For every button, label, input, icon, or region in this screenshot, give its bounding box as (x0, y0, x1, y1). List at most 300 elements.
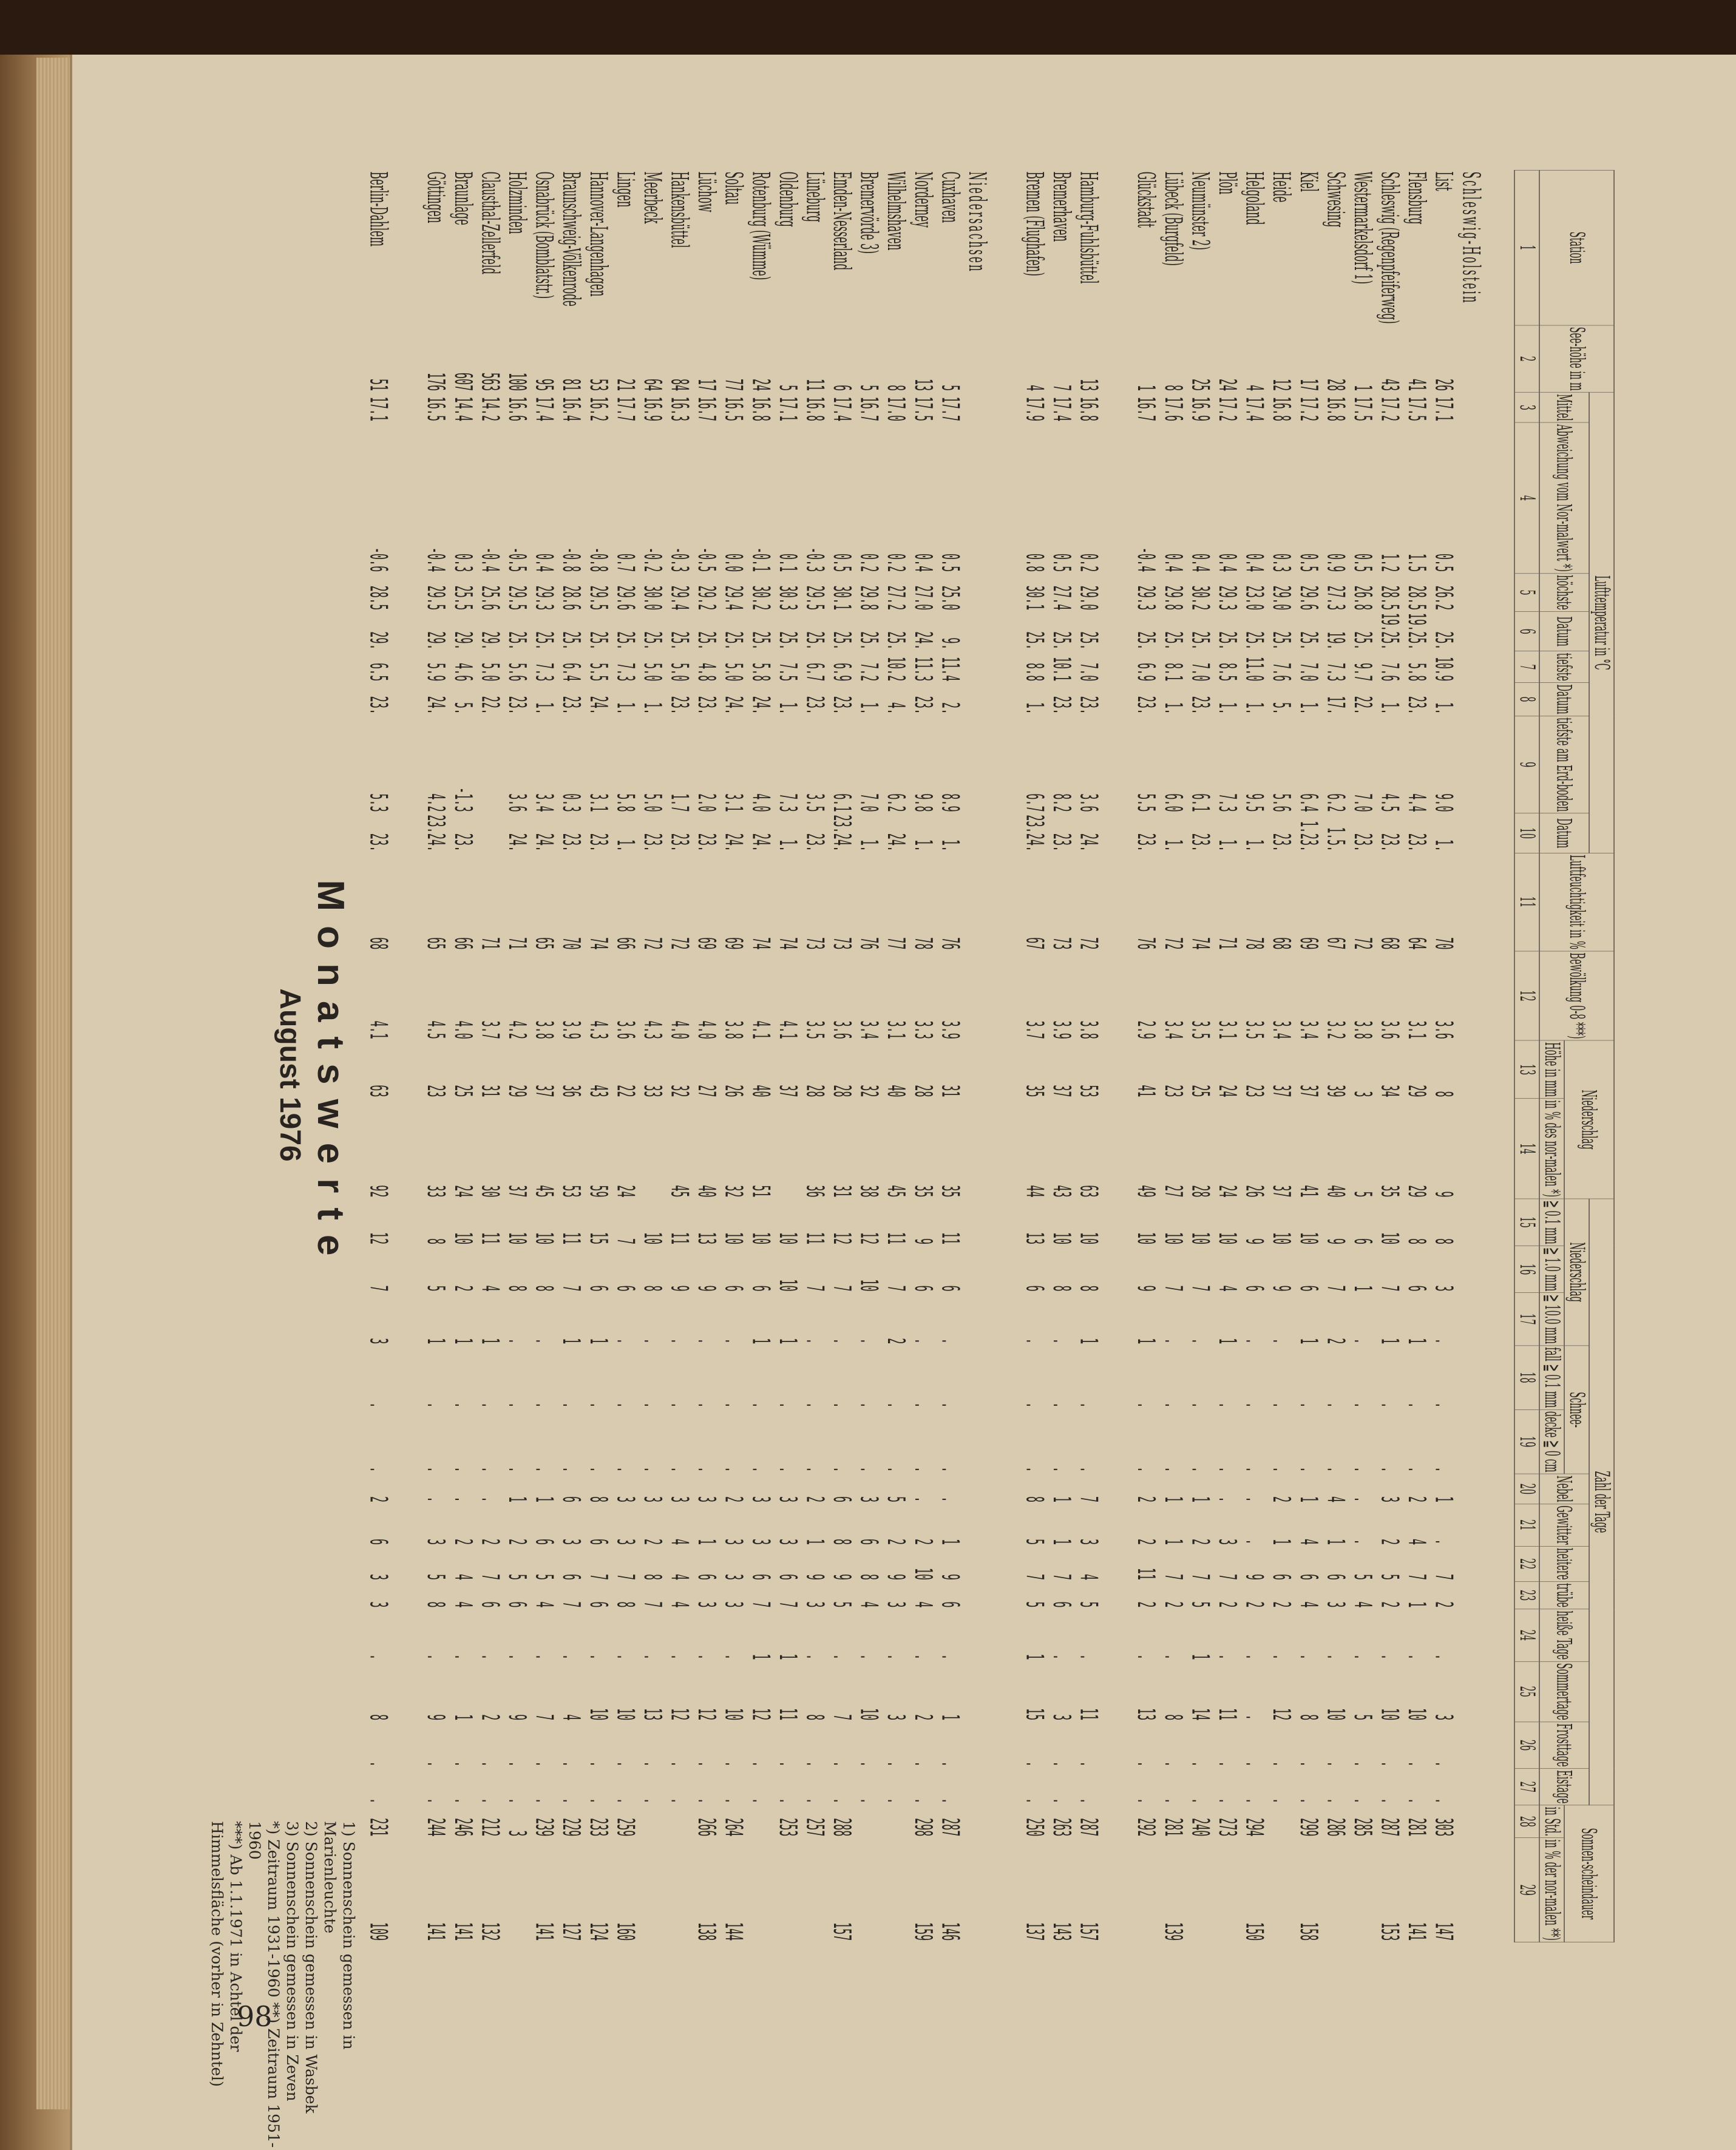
table-cell: 4.0 (692, 1020, 720, 1039)
table-cell: 3 (881, 1601, 909, 1608)
table-cell: 6 (584, 1601, 611, 1608)
table-cell: . (1267, 1402, 1295, 1408)
table-cell: -0.6 (364, 547, 392, 572)
table-cell: 5.0 (475, 662, 503, 682)
table-cell: 1.7 (665, 793, 693, 812)
table-cell: 5.8 (746, 662, 774, 682)
table-cell: 8 (1159, 385, 1186, 392)
table-cell: 292 (1131, 1818, 1159, 1837)
table-cell: 607 (449, 372, 476, 392)
table-cell: 8 (638, 1573, 665, 1581)
table-cell: 66 (449, 937, 476, 950)
table-cell: 9.8 (909, 793, 936, 812)
table-cell: 127 (557, 1922, 585, 1941)
table-cell: . (1213, 1466, 1240, 1473)
table-cell: . (1402, 1402, 1430, 1408)
table-cell: 78 (909, 937, 936, 950)
table-cell: 43 (1375, 378, 1403, 392)
table-cell: 23.0 (1239, 585, 1267, 611)
table-cell: 2 (364, 1496, 392, 1503)
table-cell: 3.8 (719, 1020, 747, 1039)
table-cell: 16.8 (1321, 396, 1349, 421)
station-name: Bremerhaven (1047, 171, 1075, 242)
table-cell: 176 (421, 372, 449, 392)
table-cell: 27.2 (881, 585, 909, 611)
table-cell: 1 (1185, 1496, 1213, 1503)
table-cell: 7 (1213, 1573, 1240, 1581)
col-seehoehe: See-höhe in m (1539, 325, 1614, 393)
table-cell: 23. (692, 833, 720, 852)
table-cell: 2 (1131, 1496, 1159, 1503)
table-cell: 17.6 (1159, 396, 1186, 421)
table-cell: 10 (909, 1567, 936, 1581)
table-cell: . (1185, 1402, 1213, 1408)
table-cell: . (475, 1653, 503, 1660)
table-cell: 1 (1321, 1538, 1349, 1545)
table-cell: 10 (1159, 1232, 1186, 1245)
table-cell: 2 (1131, 1601, 1159, 1608)
table-row (1132, 170, 1159, 1942)
col-ns10: ≧ 10.0 mm (1539, 1293, 1564, 1346)
table-cell: 9 (1321, 1238, 1349, 1245)
table-cell: 212 (475, 1818, 503, 1837)
table-cell: . (1020, 1761, 1048, 1768)
table-cell: 7.3 (1213, 793, 1240, 812)
table-cell: . (364, 1761, 392, 1768)
table-row (1047, 170, 1074, 1942)
table-cell: 63 (364, 1085, 392, 1097)
table-cell: 2 (449, 1538, 476, 1545)
table-cell (882, 1838, 909, 1942)
table-row (692, 170, 719, 1942)
table-cell: 8 (1429, 1238, 1457, 1245)
table-cell: 53 (584, 378, 611, 392)
station-name: Lüchow (692, 171, 720, 212)
group-spacer (1483, 170, 1514, 1942)
table-cell: 7 (557, 1285, 585, 1292)
table-cell: 25. (773, 631, 801, 650)
table-cell: 24. (746, 833, 774, 852)
table-cell: 11 (557, 1232, 585, 1245)
table-cell: 6.9 (827, 662, 855, 682)
table-cell: 4 (1321, 1496, 1349, 1503)
table-cell: 0.5 (1294, 553, 1321, 572)
table-row (557, 170, 584, 1942)
table-cell: 17 (692, 378, 720, 392)
table-cell: 0.5 (1429, 553, 1457, 572)
table-cell: 31 (827, 1185, 855, 1198)
table-cell: 71 (1213, 937, 1240, 950)
table-cell: 17 (1294, 378, 1321, 392)
table-cell: 25. (665, 631, 693, 650)
table-cell: 25. (854, 631, 882, 650)
station-name: Lüneburg (800, 171, 828, 222)
table-cell: 146 (935, 1922, 963, 1941)
table-cell (855, 1838, 882, 1942)
table-cell: . (665, 1338, 693, 1345)
table-cell: . (692, 1402, 720, 1408)
table-cell: 1 (1185, 1653, 1213, 1660)
table-cell: 33 (421, 1185, 449, 1198)
table-cell: 29.8 (1159, 585, 1186, 611)
table-cell: 24 (1213, 1085, 1240, 1097)
table-cell: . (935, 1466, 963, 1473)
table-cell: 3.5 (800, 793, 828, 812)
table-cell: 2 (1239, 1601, 1267, 1608)
table-cell: -1.3 (449, 787, 476, 812)
table-cell: 17.2 (1375, 396, 1403, 421)
table-cell: . (827, 1761, 855, 1768)
table-cell: 1 (773, 1338, 801, 1345)
table-cell: 67 (1020, 937, 1048, 950)
table-cell: 24. (421, 696, 449, 715)
table-cell: . (1239, 1402, 1267, 1408)
table-cell: 7 (611, 1573, 639, 1581)
table-cell: . (1020, 1797, 1048, 1804)
table-cell: 3.6 (611, 1020, 639, 1039)
table-cell: . (854, 1653, 882, 1660)
table-cell: 2 (719, 1496, 747, 1503)
table-cell: 16.3 (665, 396, 693, 421)
table-cell: 17.9 (1020, 396, 1048, 421)
table-cell: 3 (854, 1496, 882, 1503)
table-cell: 8 (421, 1238, 449, 1245)
table-cell: 23. (1074, 696, 1102, 715)
table-cell: -0.5 (692, 547, 720, 572)
table-cell: 1.5. (1321, 827, 1349, 852)
table-cell: . (364, 1797, 392, 1804)
table-cell: 2 (1267, 1496, 1295, 1503)
table-cell: . (421, 1653, 449, 1660)
table-cell: . (1321, 1797, 1349, 1804)
table-cell: 139 (1159, 1922, 1186, 1941)
table-cell: . (1074, 1402, 1102, 1408)
table-cell: . (557, 1797, 585, 1804)
table-cell: 7 (364, 1285, 392, 1292)
table-cell: . (1047, 1338, 1075, 1345)
table-cell: 5 (854, 385, 882, 392)
table-cell: . (1020, 1466, 1048, 1473)
table-cell: 0.8 (1020, 553, 1048, 572)
column-number: 1 (1514, 170, 1539, 325)
table-cell: 264 (719, 1818, 747, 1837)
table-cell: 4.5 (1375, 793, 1403, 812)
table-cell: . (881, 1466, 909, 1473)
station-name: List (1429, 171, 1457, 191)
table-cell: 3 (665, 1496, 693, 1503)
table-cell: 2 (1375, 1601, 1403, 1608)
table-cell: . (854, 1466, 882, 1473)
table-cell: . (909, 1797, 936, 1804)
table-cell: 1 (1131, 1338, 1159, 1345)
table-cell: 5. (449, 702, 476, 715)
table-cell: 10 (529, 1232, 557, 1245)
table-cell: 16.8 (1267, 396, 1295, 421)
table-cell: 4 (1348, 1601, 1375, 1608)
group-heading: Niedersachsen (963, 171, 990, 273)
table-cell: 263 (1047, 1818, 1075, 1837)
table-cell: . (1074, 1797, 1102, 1804)
table-cell: 23. (638, 833, 665, 852)
station-name: Schleswig (Regenpfeiferweg) (1375, 171, 1403, 324)
table-cell: 41 (1131, 1085, 1159, 1097)
table-cell: 1. (529, 702, 557, 715)
table-cell: 3 (719, 1573, 747, 1581)
table-cell: . (719, 1653, 747, 1660)
table-cell: 33 (638, 1085, 665, 1097)
table-cell: . (503, 1797, 530, 1804)
table-cell (1321, 1838, 1349, 1942)
table-cell: . (909, 1653, 936, 1660)
table-cell: 6 (364, 1538, 392, 1545)
table-cell: 27 (1159, 1185, 1186, 1198)
table-cell: 4 (665, 1538, 693, 1545)
table-cell: 7 (827, 1285, 855, 1292)
table-cell (1267, 1805, 1294, 1838)
table-cell: 51 (746, 1185, 774, 1198)
table-cell: . (529, 1797, 557, 1804)
table-cell: 0.5 (1348, 553, 1375, 572)
table-cell: 10 (719, 1707, 747, 1721)
table-cell: . (1159, 1338, 1186, 1345)
table-cell: 233 (584, 1818, 611, 1837)
table-cell: 6.4 (557, 662, 585, 682)
col-luftfeuchtigkeit: Luftfeuchtigkeit in % (1539, 853, 1614, 951)
table-cell: . (1348, 1653, 1375, 1660)
table-cell: 3.8 (1348, 1020, 1375, 1039)
table-cell: 10 (854, 1279, 882, 1292)
table-cell: 29.3 (529, 585, 557, 611)
table-cell: 3 (719, 1601, 747, 1608)
table-cell: 41 (1294, 1185, 1321, 1198)
table-cell: 15 (1020, 1707, 1048, 1721)
table-cell: 17.1 (773, 396, 801, 421)
table-cell: 8 (1020, 1496, 1048, 1503)
table-cell: 8 (800, 1714, 828, 1721)
table-cell: 8 (529, 1285, 557, 1292)
table-row (1348, 170, 1375, 1942)
table-cell: . (854, 1797, 882, 1804)
table-cell: . (1047, 1653, 1075, 1660)
table-cell: 9 (800, 1573, 828, 1581)
table-cell: 6 (1239, 1285, 1267, 1292)
table-row (449, 170, 476, 1942)
table-cell: 14.2 (475, 396, 503, 421)
table-cell: . (503, 1402, 530, 1408)
col-gewitter: Gewitter (1539, 1504, 1589, 1546)
table-cell: 25. (881, 631, 909, 650)
column-number: 4 (1514, 422, 1539, 573)
table-row (1159, 170, 1186, 1942)
table-cell: 10.2 (881, 656, 909, 682)
column-number: 23 (1514, 1581, 1539, 1609)
table-cell: 9 (692, 1285, 720, 1292)
table-cell: 23. (800, 833, 828, 852)
table-cell: 0.7 (611, 553, 639, 572)
table-cell: . (692, 1466, 720, 1473)
column-number: 26 (1514, 1722, 1539, 1769)
table-cell: 6 (827, 385, 855, 392)
table-cell: 7.3 (529, 662, 557, 682)
table-cell: 6 (1294, 1285, 1321, 1292)
table-cell: . (909, 1402, 936, 1408)
table-cell: 5 (421, 1573, 449, 1581)
table-cell: 1 (1429, 1496, 1457, 1503)
table-cell: 3 (746, 1496, 774, 1503)
footnotes (208, 1821, 358, 2150)
table-cell: 2 (1267, 1601, 1295, 1608)
table-cell: 7 (1047, 1573, 1075, 1581)
table-cell: . (773, 1797, 801, 1804)
table-cell: 17.0 (881, 396, 909, 421)
table-cell: 1 (1294, 1338, 1321, 1345)
table-cell: 6.7 (1020, 793, 1048, 812)
table-cell: 71 (475, 937, 503, 950)
table-cell: 74 (1185, 937, 1213, 950)
table-cell: 36 (557, 1085, 585, 1097)
table-cell: 6.1 (827, 793, 855, 812)
table-cell: 5.5 (1131, 793, 1159, 812)
group-heading-row (1457, 170, 1484, 1942)
table-cell: 4 (1074, 1573, 1102, 1581)
table-cell: 6 (935, 1601, 963, 1608)
table-cell: 27.0 (909, 585, 936, 611)
table-cell: 3.3 (909, 1020, 936, 1039)
table-cell: 74 (773, 937, 801, 950)
table-cell: 3 (611, 1538, 639, 1545)
table-cell: 24 (746, 378, 774, 392)
table-cell: 30.1 (1020, 585, 1048, 611)
table-cell: . (1267, 1797, 1295, 1804)
table-cell: 4.3 (584, 1020, 611, 1039)
station-name: Holzminden (503, 171, 530, 234)
column-number-row (1514, 170, 1539, 1942)
group-spacer-cell (1483, 170, 1514, 1942)
table-cell: 229 (557, 1818, 585, 1837)
table-cell: . (665, 1653, 693, 1660)
table-cell: 9 (421, 1714, 449, 1721)
table-cell: 23. (692, 696, 720, 715)
table-cell: 66 (611, 937, 639, 950)
table-cell: 28.6 (557, 585, 585, 611)
table-row (503, 170, 530, 1942)
table-cell: . (719, 1797, 747, 1804)
table-cell: . (909, 1761, 936, 1768)
table-cell: 10 (854, 1707, 882, 1721)
station-name: Norderney (909, 171, 936, 228)
table-cell: 6 (909, 1285, 936, 1292)
table-cell: 95 (529, 378, 557, 392)
table-cell: 12 (1267, 1707, 1295, 1721)
table-cell: . (475, 1496, 503, 1503)
table-cell: 16.9 (638, 396, 665, 421)
table-cell: 1 (1047, 1496, 1075, 1503)
table-cell: 14.4 (449, 396, 476, 421)
table-cell: . (1131, 1402, 1159, 1408)
table-cell: 25. (611, 631, 639, 650)
table-cell: 4.0 (665, 1020, 693, 1039)
table-cell: 100 (503, 372, 530, 392)
table-cell: 29.0 (1267, 585, 1295, 611)
page-title: Monatswerte (310, 880, 351, 1270)
table-cell: . (827, 1653, 855, 1660)
table-cell: 5.8 (611, 793, 639, 812)
table-cell: 10 (773, 1232, 801, 1245)
table-cell: 25. (800, 631, 828, 650)
table-cell: 59 (584, 1185, 611, 1198)
table-cell: 8 (1402, 1238, 1430, 1245)
table-cell: 4 (854, 1601, 882, 1608)
station-name: Helgoland (1239, 171, 1267, 225)
table-cell: . (584, 1466, 611, 1473)
table-cell: . (1047, 1797, 1075, 1804)
table-cell: . (1375, 1797, 1403, 1804)
table-cell: 1 (692, 1538, 720, 1545)
col-frosttage: Frosttage (1539, 1722, 1589, 1769)
table-cell: -0.1 (746, 547, 774, 572)
table-cell: 26.8 (1348, 585, 1375, 611)
table-cell: 23. (557, 696, 585, 715)
table-row (719, 170, 747, 1942)
table-cell: 253 (773, 1818, 801, 1837)
table-cell: 25. (1159, 631, 1186, 650)
table-cell: . (909, 1338, 936, 1345)
table-cell: 9 (1131, 1285, 1159, 1292)
table-cell: 45 (665, 1185, 693, 1198)
table-cell: 1 (773, 1653, 801, 1660)
table-cell: . (773, 1402, 801, 1408)
table-cell: . (611, 1466, 639, 1473)
table-cell: . (1294, 1653, 1321, 1660)
table-cell: 8 (364, 1714, 392, 1721)
table-cell: 40 (1321, 1185, 1349, 1198)
table-cell: 281 (1402, 1818, 1430, 1837)
table-cell: 6 (1267, 1573, 1295, 1581)
group-heading-row (963, 170, 990, 1942)
table-cell: 25 (1185, 1085, 1213, 1097)
table-cell: . (1348, 1761, 1375, 1768)
table-cell: 40 (692, 1185, 720, 1198)
col-tiefste-erdboden: tiefste am Erd-boden (1539, 716, 1589, 813)
table-cell: 3.8 (1074, 1020, 1102, 1039)
table-cell: . (638, 1402, 665, 1408)
table-cell: . (1239, 1466, 1267, 1473)
table-cell: 4.2 (503, 1020, 530, 1039)
table-cell: 11 (800, 1232, 828, 1245)
table-cell: 7 (773, 1601, 801, 1608)
table-cell: . (449, 1797, 476, 1804)
table-cell: 8 (584, 1496, 611, 1503)
table-cell: . (475, 1402, 503, 1408)
table-cell: 3 (638, 1496, 665, 1503)
table-cell: 16.8 (746, 396, 774, 421)
table-cell: 23. (1402, 696, 1430, 715)
table-cell: 7 (1185, 1573, 1213, 1581)
column-number: 15 (1514, 1199, 1539, 1246)
table-cell: 5 (1074, 1601, 1102, 1608)
table-cell: . (1429, 1466, 1457, 1473)
table-cell: 49 (1131, 1185, 1159, 1198)
table-cell: 8 (1159, 1714, 1186, 1721)
table-cell: 25 (449, 1085, 476, 1097)
station-name: Heide (1267, 171, 1295, 203)
column-number: 25 (1514, 1661, 1539, 1722)
table-cell: 29.3 (1131, 585, 1159, 611)
table-cell: 29. (475, 631, 503, 650)
table-cell: 40 (746, 1085, 774, 1097)
table-cell: . (692, 1761, 720, 1768)
table-cell: 29.8 (854, 585, 882, 611)
